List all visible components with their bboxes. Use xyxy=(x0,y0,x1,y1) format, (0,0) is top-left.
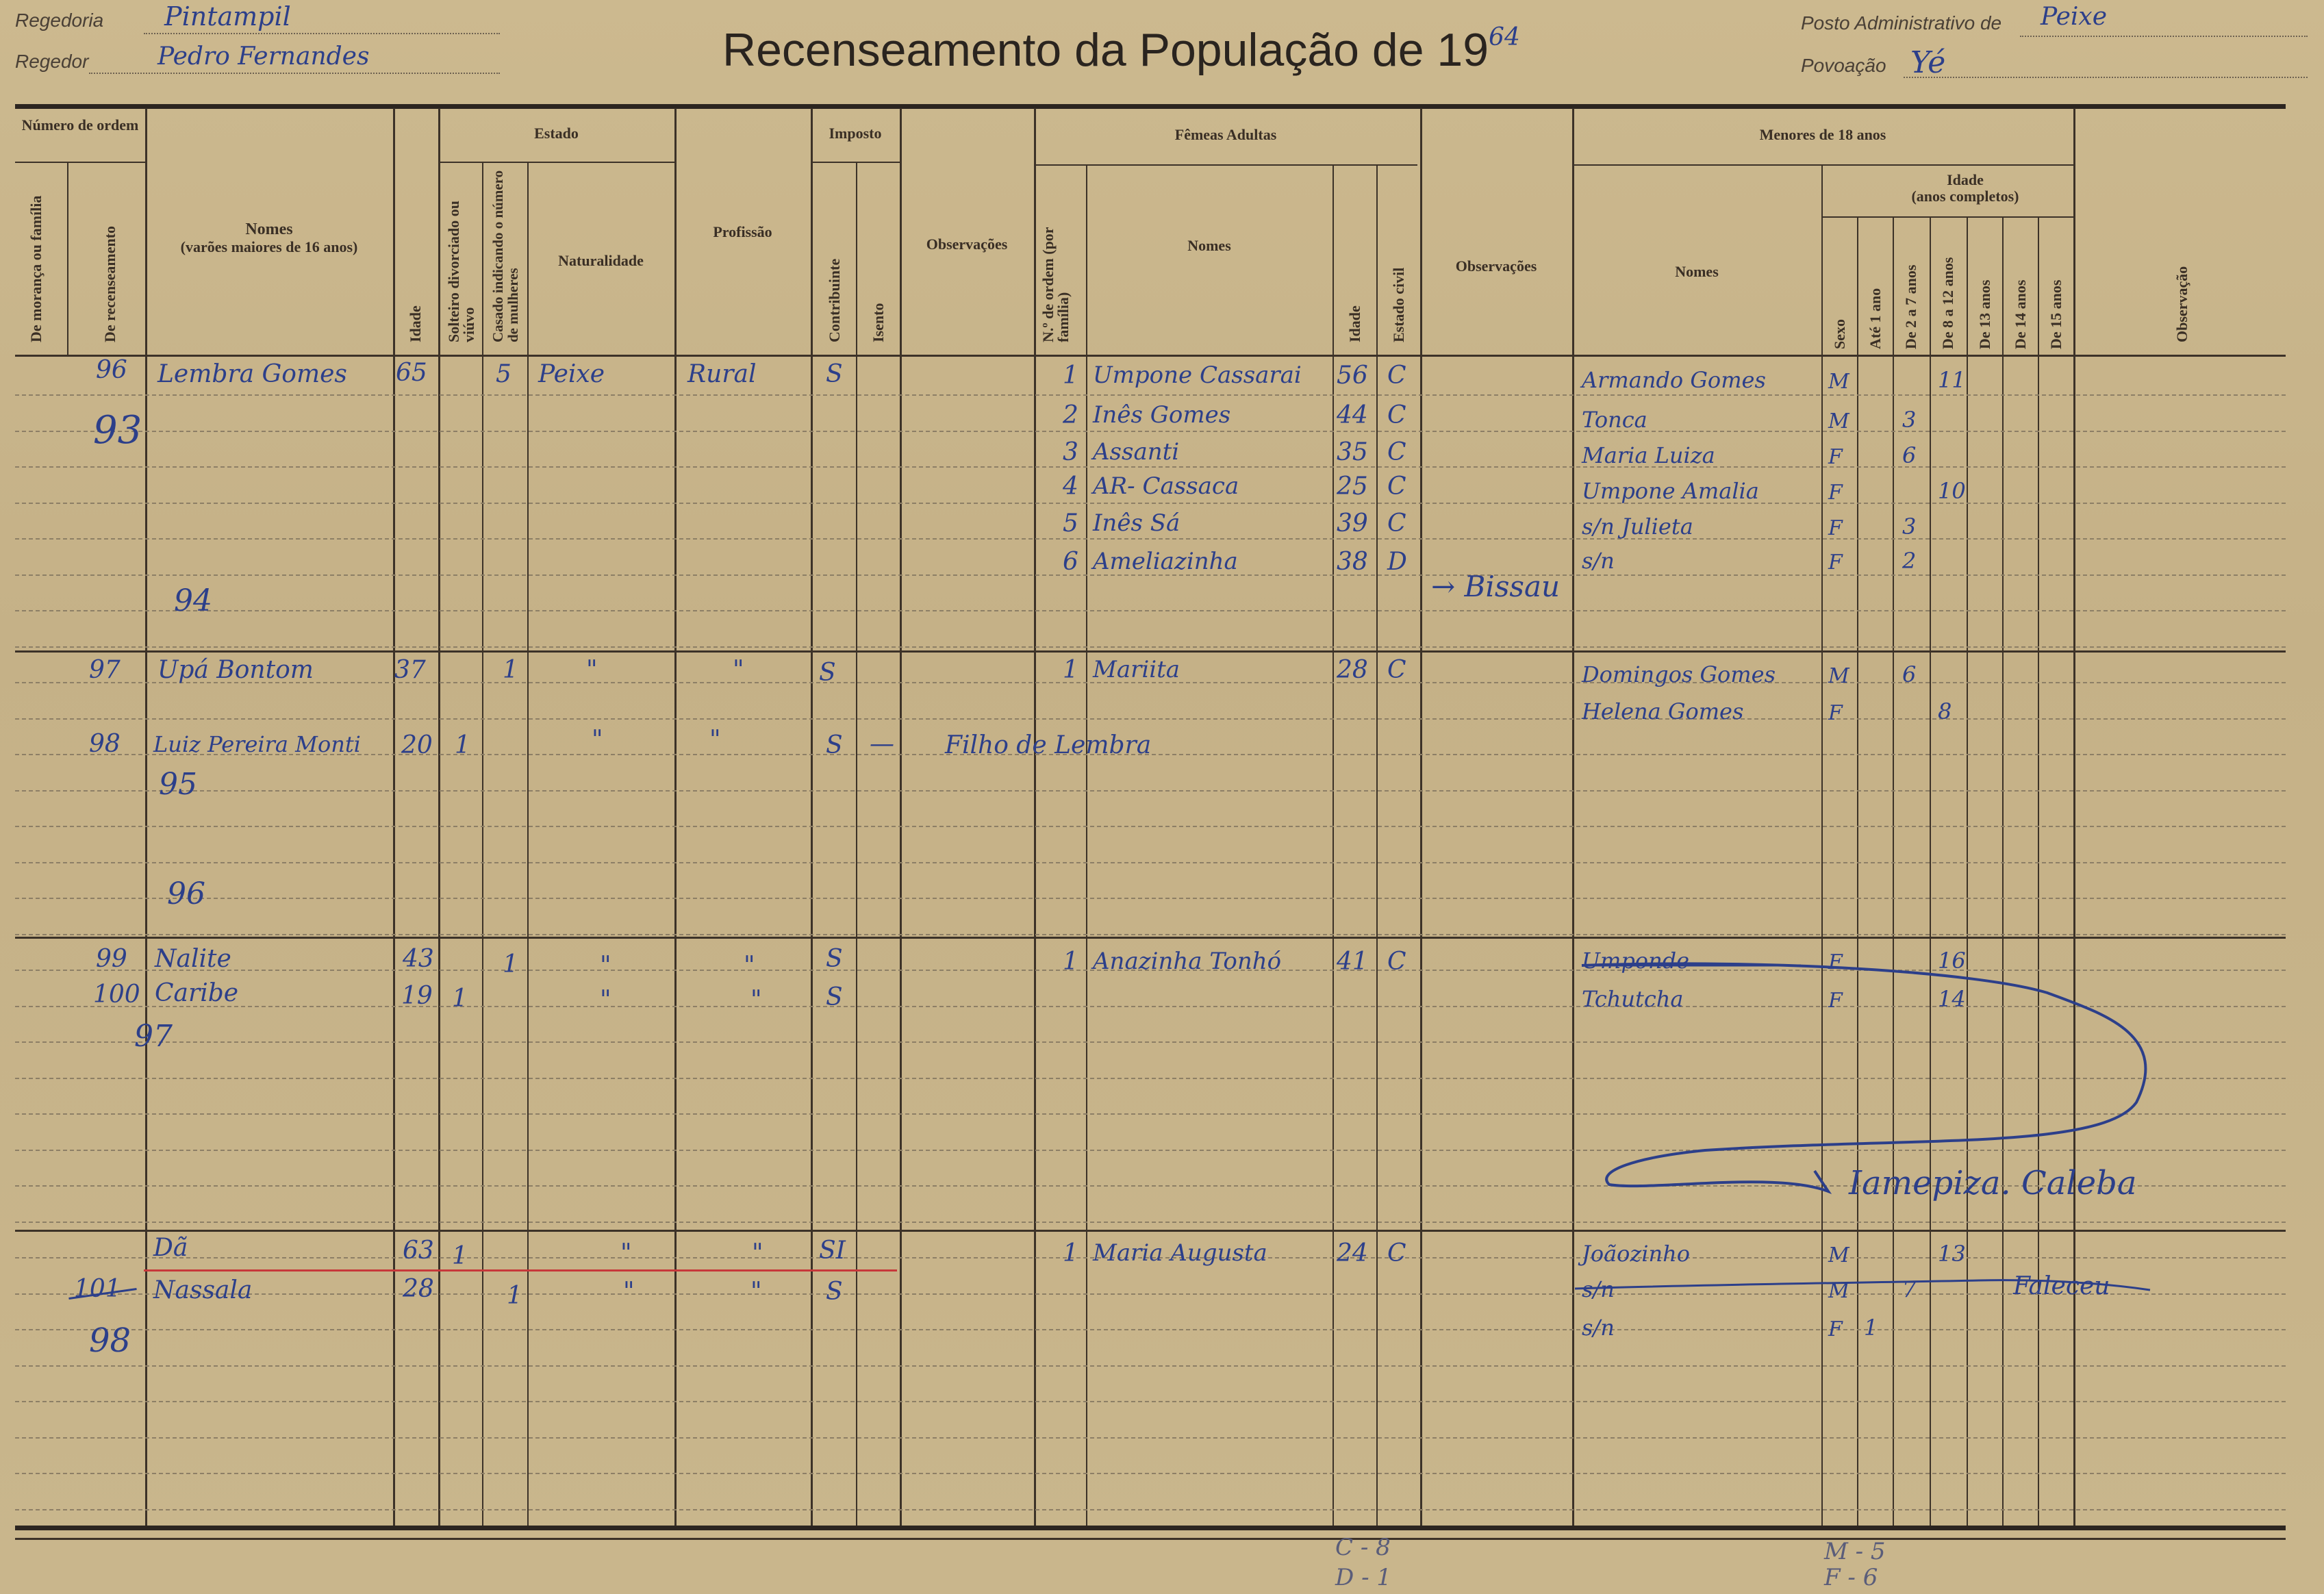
f8-cell: C xyxy=(1387,948,1406,976)
r1-94: 94 xyxy=(174,583,212,618)
r7-ordem: 101 xyxy=(74,1275,121,1303)
r7-nome: Nassala xyxy=(153,1276,253,1304)
f5-cell: 5 xyxy=(1063,509,1078,537)
header-morança: De morança ou família xyxy=(27,195,45,342)
posto-label: Posto Administrativo de xyxy=(1801,12,2002,34)
r3-profissao: " xyxy=(709,726,721,754)
r5-note: Iamepiza. Caleba xyxy=(1849,1164,2137,1202)
m1-name: Armando Gomes xyxy=(1582,367,1766,393)
f1-cell: 1 xyxy=(1063,362,1078,390)
f8-cell: Anazinha Tonhó xyxy=(1093,948,1282,975)
r3-naturalidade: " xyxy=(592,726,603,754)
r1-profissao: Rural xyxy=(687,360,757,388)
header-idade: Idade xyxy=(407,305,424,342)
header-profissao: Profissão xyxy=(713,223,772,240)
r4-nome: Nalite xyxy=(155,945,231,973)
footer-f: F - 6 xyxy=(1824,1564,1878,1591)
regedoria-label: Regedoria xyxy=(15,10,104,31)
header-ordem-familia: N.º de ordem (por família) xyxy=(1039,227,1072,342)
ruled-line xyxy=(15,1509,2286,1510)
m13-age: 1 xyxy=(1864,1315,1878,1341)
m5-age: 3 xyxy=(1902,514,1917,540)
m4-sex: F xyxy=(1828,481,1843,505)
header-casado: Casado indicando o número de mulheres xyxy=(490,170,521,342)
m11-age: 13 xyxy=(1938,1241,1966,1267)
r3-95: 95 xyxy=(159,767,197,802)
m3-sex: F xyxy=(1828,445,1843,469)
ruled-line xyxy=(15,1329,2286,1330)
f1-cell: 56 xyxy=(1337,362,1368,390)
f4-cell: AR- Cassaca xyxy=(1093,472,1239,500)
m7-sex: M xyxy=(1828,664,1849,688)
r1-casado: 5 xyxy=(496,360,511,388)
footer-m: M - 5 xyxy=(1824,1538,1886,1565)
f4-cell: C xyxy=(1387,472,1406,501)
r7-idade: 28 xyxy=(403,1275,434,1303)
header-de15: De 15 anos xyxy=(2047,279,2064,349)
f6-cell: D xyxy=(1387,548,1407,576)
r3-contribuinte: S xyxy=(826,731,843,759)
header-observacoes-f: Observações xyxy=(1455,257,1537,275)
header-observacoes: Observações xyxy=(926,236,1008,253)
f9-cell: 1 xyxy=(1063,1239,1078,1267)
r6-nome: Dã xyxy=(153,1234,188,1262)
f5-cell: 39 xyxy=(1337,509,1368,537)
r4-contribuinte: S xyxy=(826,945,843,973)
r1-nome: Lembra Gomes xyxy=(157,360,347,388)
regedor-label: Regedor xyxy=(15,51,89,72)
regedor-value: Pedro Fernandes xyxy=(157,42,370,71)
ruled-line xyxy=(15,538,2286,540)
r5-solteiro: 1 xyxy=(452,985,468,1013)
m1-sex: M xyxy=(1828,370,1849,394)
r6-solteiro: 1 xyxy=(452,1242,468,1270)
povoacao-label: Povoação xyxy=(1801,55,1886,76)
m6-sex: F xyxy=(1828,551,1843,574)
r2-contribuinte: S xyxy=(819,659,836,687)
m4-name: Umpone Amalia xyxy=(1582,478,1759,504)
ruled-line xyxy=(15,1401,2286,1402)
r3-observacoes: Filho de Lembra xyxy=(945,731,1152,759)
f3-cell: Assanti xyxy=(1093,438,1180,466)
f7-cell: 28 xyxy=(1337,656,1368,684)
m10-sex: F xyxy=(1828,989,1843,1013)
f4-cell: 4 xyxy=(1063,472,1078,501)
header-observacao: Observação xyxy=(2173,266,2190,342)
header-estado-civil: Estado civil xyxy=(1390,267,1407,342)
r7-98: 98 xyxy=(89,1321,131,1360)
r5-profissao: " xyxy=(750,986,762,1014)
f1-cell: C xyxy=(1387,362,1406,390)
ruled-line xyxy=(15,790,2286,792)
r6-contribuinte: SI xyxy=(819,1237,846,1265)
header-recenseamento: De recenseamento xyxy=(101,225,118,342)
header-solteiro: Solteiro divorciado ou viúvo xyxy=(445,201,477,342)
m13-name: s/n xyxy=(1582,1315,1615,1341)
f7-cell: 1 xyxy=(1063,656,1078,684)
m6-age: 2 xyxy=(1902,548,1917,574)
m9-name: Umponde xyxy=(1582,948,1690,974)
f6-cell: 6 xyxy=(1063,548,1078,576)
m8-age: 8 xyxy=(1938,698,1952,724)
r5-contribuinte: S xyxy=(826,983,843,1011)
f9-cell: Maria Augusta xyxy=(1093,1239,1267,1267)
header-idade-femeas: Idade xyxy=(1346,305,1363,342)
m5-name: s/n Julieta xyxy=(1582,514,1693,540)
r2-profissao: " xyxy=(733,656,744,684)
m8-sex: F xyxy=(1828,701,1843,725)
r4-profissao: " xyxy=(744,952,755,980)
ruled-line xyxy=(15,610,2286,611)
footer-c: C - 8 xyxy=(1335,1534,1391,1561)
posto-value: Peixe xyxy=(2041,3,2108,31)
header-estado: Estado xyxy=(534,125,579,142)
header-nomes-femeas: Nomes xyxy=(1187,237,1231,254)
title-year-suffix: 64 xyxy=(1489,23,1520,51)
m7-name: Domingos Gomes xyxy=(1582,661,1776,687)
header-contribuinte: Contribuinte xyxy=(826,258,843,342)
red-underline xyxy=(144,1269,897,1272)
r5-97: 97 xyxy=(134,1019,173,1054)
r1-recenseamento: 93 xyxy=(93,408,142,453)
r6-idade: 63 xyxy=(403,1237,434,1265)
r5-idade: 19 xyxy=(401,982,433,1010)
ruled-line xyxy=(15,431,2286,432)
f9-cell: C xyxy=(1387,1239,1406,1267)
m9-age: 16 xyxy=(1938,948,1966,974)
footer-d: D - 1 xyxy=(1335,1564,1391,1591)
regedoria-value: Pintampil xyxy=(164,1,291,31)
f4-cell: 25 xyxy=(1337,472,1368,501)
ruled-line xyxy=(15,826,2286,827)
m3-age: 6 xyxy=(1902,442,1917,468)
f6-cell: Ameliazinha xyxy=(1093,548,1238,575)
r2-nome: Upá Bontom xyxy=(157,656,314,684)
r2-idade: 37 xyxy=(394,656,426,684)
r5-nome: Caribe xyxy=(155,979,239,1007)
ruled-line xyxy=(15,466,2286,468)
r4-ordem: 99 xyxy=(96,945,127,973)
m13-sex: F xyxy=(1828,1317,1843,1341)
r7-contribuinte: S xyxy=(826,1278,843,1306)
m12-strike xyxy=(1568,1274,2157,1301)
header-idade-menores: Idade xyxy=(1947,171,1984,188)
m10-age: 14 xyxy=(1938,986,1966,1012)
r7-casado: 1 xyxy=(507,1282,522,1310)
m12-name: s/n xyxy=(1582,1276,1615,1302)
header-femeas-adultas: Fêmeas Adultas xyxy=(1174,126,1277,143)
f5-cell: Inês Sá xyxy=(1093,509,1180,537)
r7-profissao: " xyxy=(750,1278,762,1306)
header-numero-ordem: Número de ordem xyxy=(21,116,139,134)
header-ate1: Até 1 ano xyxy=(1867,288,1884,349)
ruled-line xyxy=(15,1473,2286,1474)
m5-sex: F xyxy=(1828,516,1843,540)
f7-cell: Mariita xyxy=(1093,656,1180,683)
f3-cell: C xyxy=(1387,438,1406,466)
r3-96: 96 xyxy=(167,876,205,911)
header-naturalidade: Naturalidade xyxy=(558,252,644,269)
header-imposto: Imposto xyxy=(829,125,882,142)
header-de14: De 14 anos xyxy=(2012,279,2029,349)
m2-sex: M xyxy=(1828,409,1849,433)
header-de2a7: De 2 a 7 anos xyxy=(1902,264,1919,349)
r6-profissao: " xyxy=(752,1239,763,1267)
header-de8a12: De 8 a 12 anos xyxy=(1939,257,1956,349)
m2-name: Tonca xyxy=(1582,407,1647,433)
m1-age: 11 xyxy=(1938,367,1966,393)
ruled-line xyxy=(15,1365,2286,1367)
r6-naturalidade: " xyxy=(620,1239,632,1267)
m8-name: Helena Gomes xyxy=(1582,698,1744,724)
m11-sex: M xyxy=(1828,1243,1849,1267)
f6-cell: 38 xyxy=(1337,548,1368,576)
header-nomes: Nomes xyxy=(245,220,293,238)
m7-age: 6 xyxy=(1902,661,1917,687)
f6-observacao: → Bissau xyxy=(1431,570,1561,603)
header-idade-menores-sub: (anos completos) xyxy=(1911,188,2019,205)
r3-solteiro: 1 xyxy=(455,731,470,759)
r1-ordem: 96 xyxy=(96,356,127,384)
f8-cell: 41 xyxy=(1337,948,1368,976)
header-nomes-sub: (varões maiores de 16 anos) xyxy=(180,238,358,255)
m6-name: s/n xyxy=(1582,548,1615,574)
r5-naturalidade: " xyxy=(600,986,611,1014)
m11-name: Joãozinho xyxy=(1582,1241,1691,1267)
f8-cell: 1 xyxy=(1063,948,1078,976)
r2-casado: 1 xyxy=(503,656,518,684)
header-nomes-menores: Nomes xyxy=(1675,263,1719,280)
r2-naturalidade: " xyxy=(586,656,598,684)
header-menores: Menores de 18 anos xyxy=(1759,126,1886,143)
f9-cell: 24 xyxy=(1337,1239,1368,1267)
f2-cell: C xyxy=(1387,401,1406,429)
m4-age: 10 xyxy=(1938,478,1966,504)
header-isento: Isento xyxy=(870,303,887,342)
m10-name: Tchutcha xyxy=(1582,986,1684,1012)
ruled-line xyxy=(15,1437,2286,1439)
r3-ordem: 98 xyxy=(89,730,121,758)
m2-age: 3 xyxy=(1902,407,1917,433)
m9-sex: F xyxy=(1828,950,1843,974)
f5-cell: C xyxy=(1387,509,1406,537)
f1-cell: Umpone Cassarai xyxy=(1093,362,1302,389)
f7-cell: C xyxy=(1387,656,1406,684)
f2-cell: 2 xyxy=(1063,401,1078,429)
ruled-line xyxy=(15,646,2286,648)
m12-observacao: Faleceu xyxy=(2013,1272,2110,1300)
f3-cell: 3 xyxy=(1063,438,1078,466)
ruled-line xyxy=(15,934,2286,935)
povoacao-value: Yé xyxy=(1910,45,1946,80)
f2-cell: 44 xyxy=(1337,401,1368,429)
f2-cell: Inês Gomes xyxy=(1093,401,1231,429)
r7-naturalidade: " xyxy=(623,1278,635,1306)
ruled-line xyxy=(15,394,2286,396)
header-de13: De 13 anos xyxy=(1976,279,1993,349)
m12-sex: M xyxy=(1828,1279,1849,1303)
r1-idade: 65 xyxy=(396,359,427,387)
title-text: Recenseamento da População de 19 xyxy=(722,24,1489,76)
r4-naturalidade: " xyxy=(600,952,611,980)
page-title xyxy=(722,23,1520,77)
r2-ordem: 97 xyxy=(89,656,121,684)
r1-contribuinte: S xyxy=(826,360,843,388)
r3-isento: — xyxy=(870,730,894,758)
r5-ordem: 100 xyxy=(93,981,140,1009)
m3-name: Maria Luiza xyxy=(1582,442,1715,468)
ruled-line xyxy=(15,1222,2286,1223)
ruled-line xyxy=(15,898,2286,899)
r4-casado: 1 xyxy=(503,950,518,978)
r3-nome: Luiz Pereira Monti xyxy=(153,731,361,757)
r1-naturalidade: Peixe xyxy=(538,360,605,388)
f3-cell: 35 xyxy=(1337,438,1368,466)
r3-idade: 20 xyxy=(401,731,433,759)
header-sexo: Sexo xyxy=(1831,319,1848,349)
m12-age: 7 xyxy=(1902,1276,1917,1302)
r4-idade: 43 xyxy=(403,945,434,973)
scribble-mark xyxy=(1568,945,2184,1219)
ruled-line xyxy=(15,862,2286,863)
